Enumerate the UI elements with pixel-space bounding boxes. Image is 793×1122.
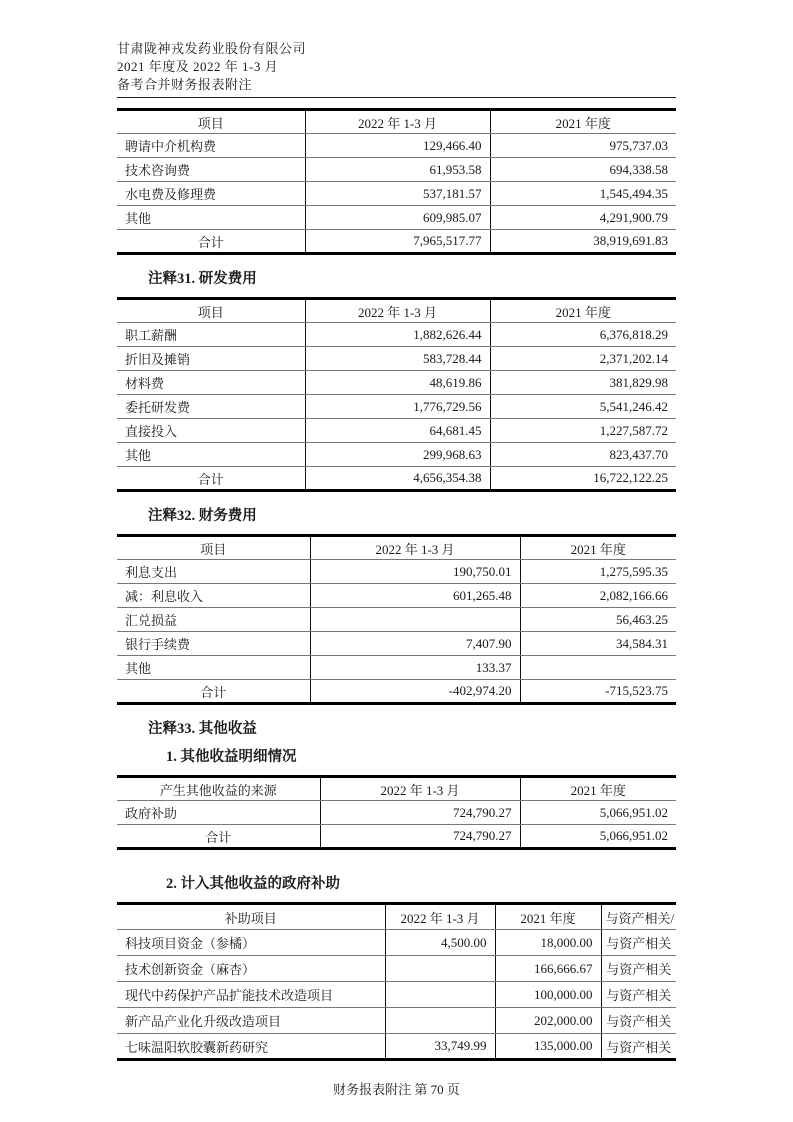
table-cell: 材料费 <box>117 371 305 395</box>
table-row <box>117 206 676 230</box>
table-cell: 减：利息收入 <box>117 584 310 608</box>
table-row <box>117 182 676 206</box>
note-section <box>117 876 676 1061</box>
table-cell: 34,584.31 <box>520 632 676 656</box>
table-row <box>117 825 676 849</box>
column-header: 与资产相关/ <box>601 904 676 930</box>
table-cell: 135,000.00 <box>495 1034 601 1060</box>
table-cell: 与资产相关 <box>601 930 676 956</box>
report-title: 备考合并财务报表附注 <box>117 77 253 92</box>
table-row <box>117 930 676 956</box>
table-cell: 1,545,494.35 <box>490 182 676 206</box>
table-cell: 133.37 <box>310 656 520 680</box>
table-cell: 技术创新资金（麻杏） <box>117 956 385 982</box>
table-cell: 16,722,122.25 <box>490 467 676 491</box>
column-header: 2021 年度 <box>495 904 601 930</box>
table-cell: 7,407.90 <box>310 632 520 656</box>
table-cell: 现代中药保护产品扩能技术改造项目 <box>117 982 385 1008</box>
column-header: 2021 年度 <box>490 299 676 323</box>
page-footer <box>117 1079 676 1098</box>
table-cell: 银行手续费 <box>117 632 310 656</box>
table-cell: 190,750.01 <box>310 560 520 584</box>
table-cell: 其他 <box>117 443 305 467</box>
table-cell: 4,656,354.38 <box>305 467 490 491</box>
table-cell: 2,371,202.14 <box>490 347 676 371</box>
report-period: 2021 年度及 2022 年 1-3 月 <box>117 59 279 74</box>
table-cell: -715,523.75 <box>520 680 676 704</box>
table-row <box>117 134 676 158</box>
column-header: 2022 年 1-3 月 <box>320 777 520 801</box>
table-cell: 61,953.58 <box>305 158 490 182</box>
table-header-row <box>117 299 676 323</box>
table-row <box>117 956 676 982</box>
document-body <box>117 108 676 1061</box>
table-cell: 5,541,246.42 <box>490 395 676 419</box>
table-row <box>117 656 676 680</box>
table-row <box>117 584 676 608</box>
table-cell: 政府补助 <box>117 801 320 825</box>
column-header: 补助项目 <box>117 904 385 930</box>
table-cell: 其他 <box>117 656 310 680</box>
table-cell: 1,776,729.56 <box>305 395 490 419</box>
table-cell: 职工薪酬 <box>117 323 305 347</box>
table-row <box>117 982 676 1008</box>
table-cell: 100,000.00 <box>495 982 601 1008</box>
finance-expense-table <box>117 534 676 705</box>
table-header-row <box>117 536 676 560</box>
table-row <box>117 230 676 254</box>
table-cell: 合计 <box>117 467 305 491</box>
table-cell: 4,291,900.79 <box>490 206 676 230</box>
government-subsidy-table <box>117 902 676 1061</box>
column-header: 项目 <box>117 536 310 560</box>
table-cell: 折旧及摊销 <box>117 347 305 371</box>
table-cell: 直接投入 <box>117 419 305 443</box>
table-cell: 537,181.57 <box>305 182 490 206</box>
table-cell: 381,829.98 <box>490 371 676 395</box>
table-cell: 4,500.00 <box>385 930 495 956</box>
table-cell: 合计 <box>117 680 310 704</box>
note-section <box>117 508 676 705</box>
table-cell: 166,666.67 <box>495 956 601 982</box>
table-cell: 1,227,587.72 <box>490 419 676 443</box>
table-cell: 7,965,517.77 <box>305 230 490 254</box>
table-cell: 1,882,626.44 <box>305 323 490 347</box>
table-header-row <box>117 110 676 134</box>
table-row <box>117 347 676 371</box>
rd-expense-table <box>117 297 676 492</box>
column-header: 2021 年度 <box>520 536 676 560</box>
footer-page-label: 财务报表附注 第 70 页 <box>333 1082 460 1097</box>
table-cell: 5,066,951.02 <box>520 801 676 825</box>
document-content <box>117 40 676 1098</box>
section-heading: 2. 计入其他收益的政府补助 <box>166 876 340 892</box>
table-cell: 与资产相关 <box>601 1034 676 1060</box>
other-income-table <box>117 775 676 850</box>
table-cell: 299,968.63 <box>305 443 490 467</box>
table-cell: 609,985.07 <box>305 206 490 230</box>
table-cell: -402,974.20 <box>310 680 520 704</box>
table-cell: 724,790.27 <box>320 825 520 849</box>
section-heading: 1. 其他收益明细情况 <box>166 749 297 765</box>
column-header: 项目 <box>117 299 305 323</box>
table-row <box>117 801 676 825</box>
table-row <box>117 323 676 347</box>
table-row <box>117 1008 676 1034</box>
table-cell <box>385 1008 495 1034</box>
table-cell: 5,066,951.02 <box>520 825 676 849</box>
table-cell: 与资产相关 <box>601 956 676 982</box>
table-cell: 技术咨询费 <box>117 158 305 182</box>
table-row <box>117 395 676 419</box>
table-cell: 38,919,691.83 <box>490 230 676 254</box>
column-header: 产生其他收益的来源 <box>117 777 320 801</box>
table-row <box>117 419 676 443</box>
table-cell: 202,000.00 <box>495 1008 601 1034</box>
table-cell: 2,082,166.66 <box>520 584 676 608</box>
table-row <box>117 608 676 632</box>
column-header: 2021 年度 <box>520 777 676 801</box>
table-cell: 委托研发费 <box>117 395 305 419</box>
table-cell: 合计 <box>117 825 320 849</box>
table-cell: 129,466.40 <box>305 134 490 158</box>
column-header: 2022 年 1-3 月 <box>310 536 520 560</box>
table-row <box>117 371 676 395</box>
table-row <box>117 443 676 467</box>
table-cell: 汇兑损益 <box>117 608 310 632</box>
table-cell: 33,749.99 <box>385 1034 495 1060</box>
table-cell: 新产品产业化升级改造项目 <box>117 1008 385 1034</box>
admin-expense-table <box>117 108 676 255</box>
table-cell <box>310 608 520 632</box>
column-header: 2022 年 1-3 月 <box>305 110 490 134</box>
note-section <box>117 721 676 850</box>
column-header: 2021 年度 <box>490 110 676 134</box>
note-section <box>117 108 676 255</box>
table-cell <box>385 982 495 1008</box>
table-row <box>117 467 676 491</box>
table-cell: 724,790.27 <box>320 801 520 825</box>
table-cell: 583,728.44 <box>305 347 490 371</box>
table-cell: 601,265.48 <box>310 584 520 608</box>
table-cell: 与资产相关 <box>601 982 676 1008</box>
table-cell: 其他 <box>117 206 305 230</box>
table-cell: 6,376,818.29 <box>490 323 676 347</box>
table-cell: 利息支出 <box>117 560 310 584</box>
section-heading: 注释31. 研发费用 <box>148 271 257 287</box>
table-row <box>117 632 676 656</box>
table-header-row <box>117 904 676 930</box>
table-header-row <box>117 777 676 801</box>
table-cell: 975,737.03 <box>490 134 676 158</box>
table-cell: 水电费及修理费 <box>117 182 305 206</box>
table-cell: 48,619.86 <box>305 371 490 395</box>
table-cell: 与资产相关 <box>601 1008 676 1034</box>
table-cell: 合计 <box>117 230 305 254</box>
table-cell: 64,681.45 <box>305 419 490 443</box>
table-row <box>117 560 676 584</box>
page-header <box>117 40 676 98</box>
section-heading: 注释33. 其他收益 <box>148 721 257 737</box>
table-cell: 694,338.58 <box>490 158 676 182</box>
company-name: 甘肃陇神戎发药业股份有限公司 <box>117 41 307 56</box>
section-heading: 注释32. 财务费用 <box>148 508 257 524</box>
table-cell: 1,275,595.35 <box>520 560 676 584</box>
table-row <box>117 158 676 182</box>
table-cell: 科技项目资金（参橘） <box>117 930 385 956</box>
column-header: 项目 <box>117 110 305 134</box>
table-cell: 823,437.70 <box>490 443 676 467</box>
note-section <box>117 271 676 492</box>
table-cell: 18,000.00 <box>495 930 601 956</box>
table-cell: 56,463.25 <box>520 608 676 632</box>
table-row <box>117 680 676 704</box>
table-cell <box>385 956 495 982</box>
table-cell: 聘请中介机构费 <box>117 134 305 158</box>
column-header: 2022 年 1-3 月 <box>305 299 490 323</box>
column-header: 2022 年 1-3 月 <box>385 904 495 930</box>
table-row <box>117 1034 676 1060</box>
table-cell <box>520 656 676 680</box>
table-cell: 七味温阳软胶囊新药研究 <box>117 1034 385 1060</box>
